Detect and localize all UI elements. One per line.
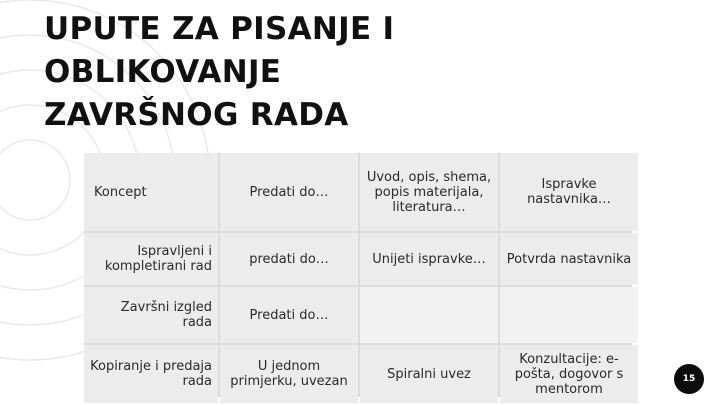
table-cell-r2-c1: Ispravljeni i kompletirani rad — [84, 233, 218, 285]
table-cell-r1-c2: Predati do… — [220, 153, 358, 231]
table-cell-r2-c4: Potvrda nastavnika — [500, 233, 638, 285]
table-cell-r4-c1: Kopiranje i predaja rada — [84, 345, 218, 403]
table-cell-r1-c4: Ispravke nastavnika… — [500, 153, 638, 231]
page-number-badge: 15 — [674, 364, 704, 394]
table-cell-r3-c1: Završni izgled rada — [84, 287, 218, 343]
table-cell-r3-c2: Predati do… — [220, 287, 358, 343]
table-cell-r4-c2: U jednom primjerku, uvezan — [220, 345, 358, 403]
guidelines-table — [84, 153, 632, 397]
slide-title — [44, 8, 464, 137]
slide-title-line-2: OBLIKOVANJE — [44, 54, 282, 90]
table-cell-r2-c3: Unijeti ispravke… — [360, 233, 498, 285]
table-cell-r2-c2: predati do… — [220, 233, 358, 285]
table-cell-r1-c3: Uvod, opis, shema, popis materijala, literatura… — [360, 153, 498, 231]
table-cell-r4-c4: Konzultacije: e-pošta, dogovor s mentorom — [500, 345, 638, 403]
slide-title-line-3: ZAVRŠNOG RADA — [44, 97, 349, 133]
table-cell-r3-c3 — [360, 287, 498, 343]
table-cell-r1-c1: Koncept — [84, 153, 218, 231]
table-cell-r4-c3: Spiralni uvez — [360, 345, 498, 403]
slide-title-line-1: UPUTE ZA PISANJE I — [44, 11, 395, 47]
table-cell-r3-c4 — [500, 287, 638, 343]
